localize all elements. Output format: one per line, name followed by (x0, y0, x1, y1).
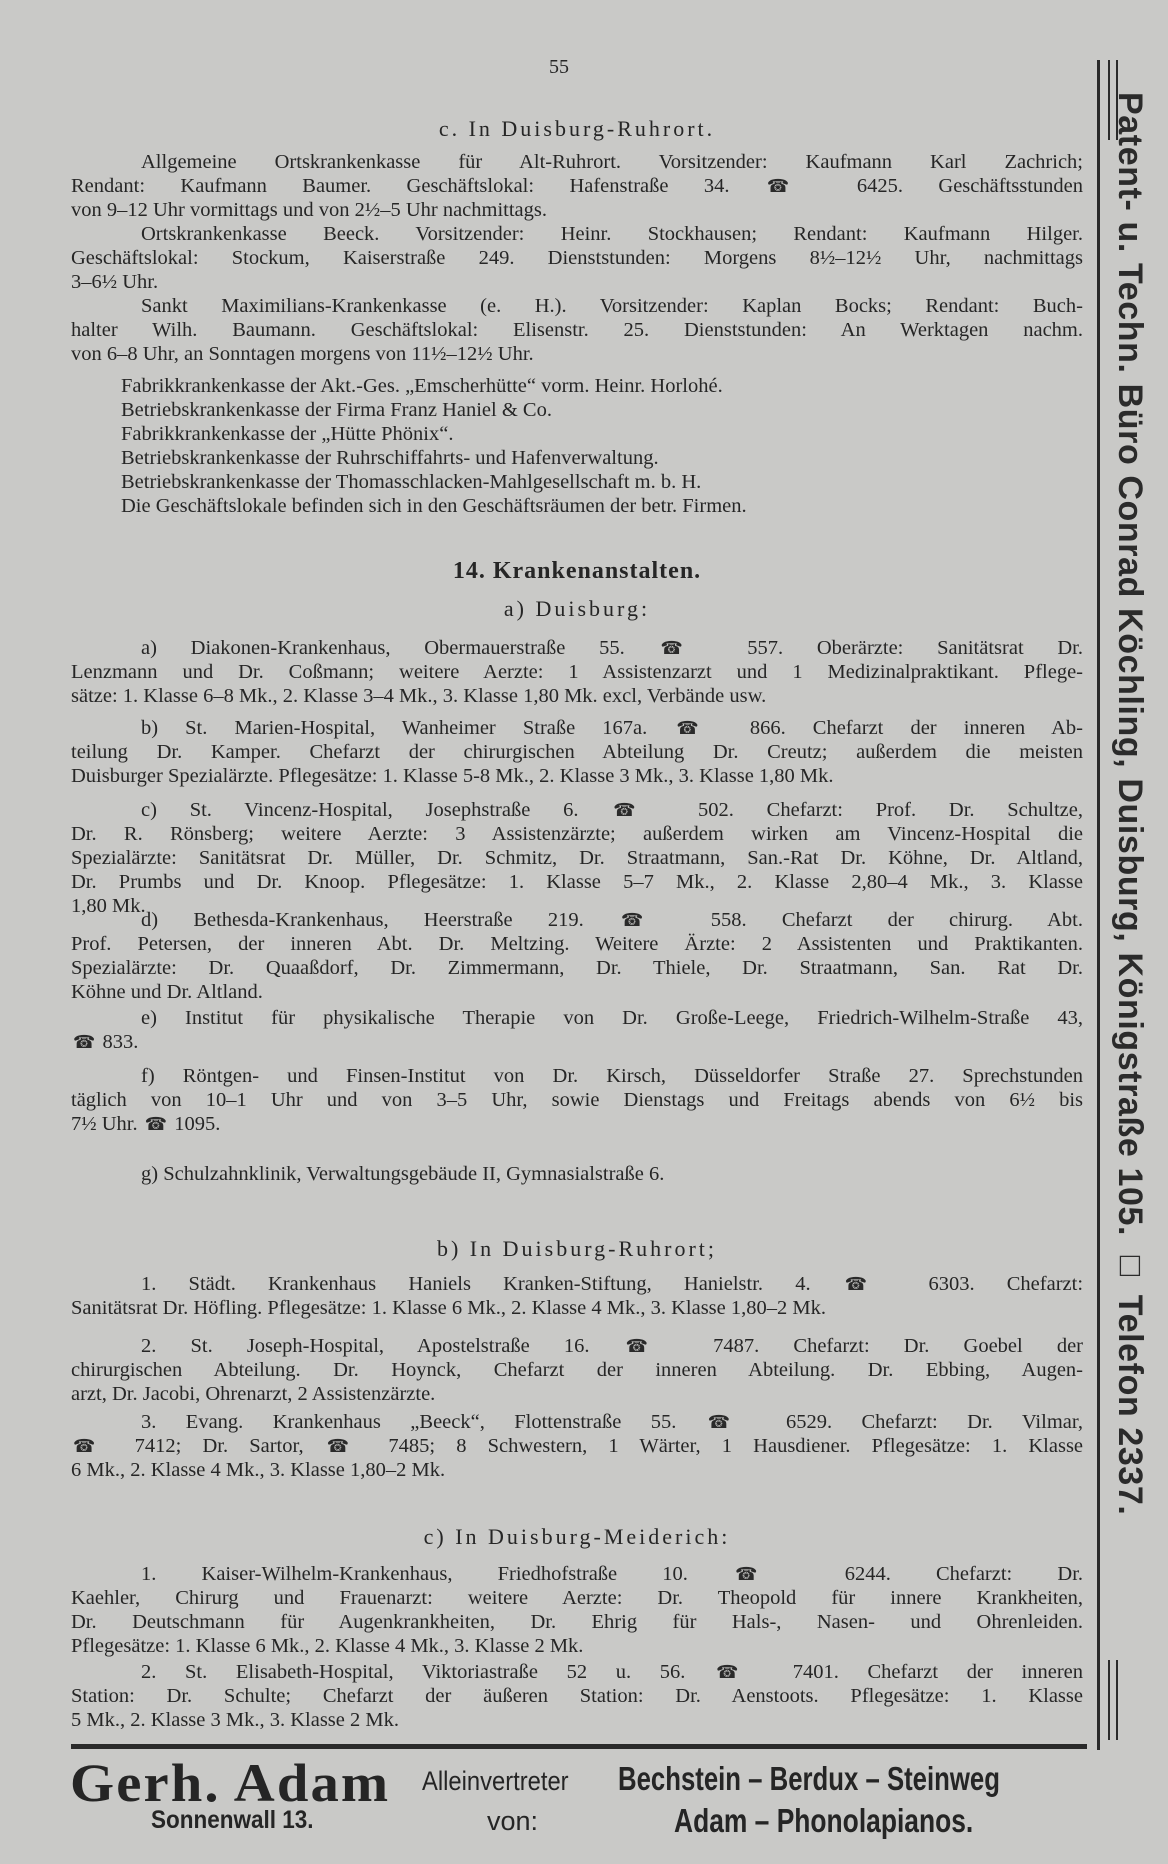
text-line: Allgemeine Ortskrankenkasse für Alt-Ruhrort. Vorsitzender: Kaufmann Karl Zachrich; (141, 151, 1083, 173)
paragraph (71, 798, 1083, 918)
sidebar-rule-bottom-1 (1108, 1660, 1110, 1740)
telephone-icon: ☎ (766, 176, 820, 197)
telephone-icon: ☎ (844, 1274, 895, 1295)
text-line: e) Institut für physikalische Therapie von Dr. Große-Leege, Friedrich-Wilhelm-Straße 43, (141, 1007, 1083, 1029)
text-line: a) Diakonen-Krankenhaus, Obermauerstraße 55. ☎ 557. Oberärzte: Sanitätsrat Dr. (141, 637, 1084, 659)
footer-ad-brands: Bechstein – Berdux – Steinweg (618, 1760, 1000, 1797)
text-line: Spezialärzte: Sanitätsrat Dr. Müller, Dr. Schmitz, Dr. Straatmann, San.-Rat Dr. Köhne, Dr. Altland, (71, 847, 1083, 869)
text-line: Sanitätsrat Dr. Höfling. Pflegesätze: 1. Klasse 6 Mk., 2. Klasse 4 Mk., 3. Klasse 1,80–2 Mk. (71, 1297, 826, 1319)
text-line: 3. Evang. Krankenhaus „Beeck“, Flottenstraße 55. ☎ 6529. Chefarzt: Dr. Vilmar, (141, 1411, 1083, 1433)
footer-ad-name: Gerh. Adam (70, 1753, 391, 1813)
section-title: 14. Krankenanstalten. (452, 558, 702, 584)
text-line: Dr. Deutschmann für Augenkrankheiten, Dr. Ehrig für Hals-, Nasen- und Ohrenleiden. (71, 1611, 1083, 1633)
telephone-icon: ☎ (73, 1032, 96, 1053)
telephone-icon: ☎ (144, 1114, 168, 1135)
text-line: arzt, Dr. Jacobi, Ohrenarzt, 2 Assistenzärzte. (71, 1383, 436, 1405)
text-line: 2. St. Joseph-Hospital, Apostelstraße 16. ☎ 7487. Chefarzt: Dr. Goebel der (141, 1335, 1084, 1357)
telephone-icon: ☎ (676, 718, 721, 739)
subsection-heading: c. In Duisburg-Ruhrort. (438, 116, 716, 141)
page-number: 55 (549, 56, 569, 78)
text-line: Köhne und Dr. Altland. (71, 981, 263, 1003)
telephone-icon: ☎ (613, 800, 664, 821)
text-line: täglich von 10–1 Uhr und von 3–5 Uhr, sowie Dienstags und Freitags abends von 6½ bis (71, 1089, 1083, 1111)
footer-ad-von: von: (487, 1806, 539, 1836)
paragraph (71, 222, 1083, 294)
text-line: 7½ Uhr. ☎ 1095. (71, 1113, 221, 1135)
text-line: ☎ 7412; Dr. Sartor, ☎ 7485; 8 Schwestern, 1 Wärter, 1 Hausdiener. Pflegesätze: 1. Klasse (73, 1435, 1084, 1457)
list-item: Die Geschäftslokale befinden sich in den Geschäftsräumen der betr. Firmen. (121, 495, 747, 517)
paragraph (71, 908, 1083, 1004)
text-line: d) Bethesda-Krankenhaus, Heerstraße 219. ☎ 558. Chefarzt der chirurg. Abt. (141, 909, 1083, 931)
text-line: Duisburger Spezialärzte. Pflegesätze: 1. Klasse 5-8 Mk., 2. Klasse 3 Mk., 3. Klasse 1,80 Mk. (71, 765, 834, 787)
paragraph (71, 294, 1083, 366)
text-line: Rendant: Kaufmann Baumer. Geschäftslokal: Hafenstraße 34. ☎ 6425. Geschäftsstunden (71, 175, 1083, 197)
text-line: 3–6½ Uhr. (71, 271, 159, 293)
text-line: 5 Mk., 2. Klasse 3 Mk., 3. Klasse 2 Mk. (71, 1709, 399, 1731)
text-line: von 6–8 Uhr, an Sonntagen morgens von 11½–12½ Uhr. (71, 343, 534, 365)
telephone-icon: ☎ (620, 910, 674, 931)
text-line: c) St. Vincenz-Hospital, Josephstraße 6. ☎ 502. Chefarzt: Prof. Dr. Schultze, (141, 799, 1083, 821)
sidebar-rule (1097, 60, 1100, 1750)
paragraph (71, 1562, 1083, 1658)
sidebar-advertisement: Patent- u. Techn. Büro Conrad Köchling, Duisburg, Königstraße 105. □ Telefon 2337. (1111, 92, 1149, 1516)
telephone-icon: ☎ (707, 1412, 755, 1433)
text-line: Lenzmann und Dr. Coßmann; weitere Aerzte: 1 Assistenzarzt und 1 Medizinalpraktikant. Pflege- (71, 661, 1083, 683)
paragraph (71, 1162, 1083, 1186)
text-line: g) Schulzahnklinik, Verwaltungsgebäude II, Gymnasialstraße 6. (141, 1163, 665, 1185)
paragraph (71, 1660, 1083, 1732)
paragraph (71, 1410, 1083, 1482)
telephone-icon: ☎ (660, 638, 712, 659)
text-line: Dr. Prumbs und Dr. Knoop. Pflegesätze: 1. Klasse 5–7 Mk., 2. Klasse 2,80–4 Mk., 3. Klasse (71, 871, 1083, 893)
sidebar-rule-bottom-2 (1116, 1660, 1118, 1740)
paragraph (71, 1334, 1083, 1406)
text-line: von 9–12 Uhr vormittags und von 2½–5 Uhr nachmittags. (71, 199, 548, 221)
text-line: Spezialärzte: Dr. Quaaßdorf, Dr. Zimmermann, Dr. Thiele, Dr. Straatmann, San. Rat Dr. (71, 957, 1083, 979)
paragraph (71, 1006, 1083, 1054)
text-line: Dr. R. Rönsberg; weitere Aerzte: 3 Assistenzärzte; außerdem wirken am Vincenz-Hospital die (71, 823, 1083, 845)
subsection-heading: a) Duisburg: (503, 596, 651, 621)
footer-divider (71, 1744, 1087, 1749)
text-line: 6 Mk., 2. Klasse 4 Mk., 3. Klasse 1,80–2 Mk. (71, 1459, 446, 1481)
text-line: 1. Städt. Krankenhaus Haniels Kranken-Stiftung, Hanielstr. 4. ☎ 6303. Chefarzt: (141, 1273, 1084, 1295)
text-line: Ortskrankenkasse Beeck. Vorsitzender: Heinr. Stockhausen; Rendant: Kaufmann Hilger. (141, 223, 1083, 245)
text-line: sätze: 1. Klasse 6–8 Mk., 2. Klasse 3–4 Mk., 3. Klasse 1,80 Mk. excl, Verbände usw. (71, 685, 767, 707)
paragraph (71, 1064, 1083, 1136)
telephone-icon: ☎ (735, 1564, 798, 1585)
text-line: Prof. Petersen, der inneren Abt. Dr. Meltzing. Weitere Ärzte: 2 Assistenten und Praktikanten. (71, 933, 1083, 955)
list-item: Betriebskrankenkasse der Thomasschlacken-Mahlgesellschaft m. b. H. (121, 471, 702, 493)
list-item: Fabrikkrankenkasse der Akt.-Ges. „Emscherhütte“ vorm. Heinr. Horlohé. (121, 375, 723, 397)
text-line: chirurgischen Abteilung. Dr. Hoynck, Chefarzt der inneren Abteilung. Dr. Ebbing, Augen- (71, 1359, 1083, 1381)
text-line: 1. Kaiser-Wilhelm-Krankenhaus, Friedhofstraße 10. ☎ 6244. Chefarzt: Dr. (141, 1563, 1084, 1585)
list-item: Betriebskrankenkasse der Ruhrschiffahrts- und Hafenverwaltung. (121, 447, 659, 469)
text-line: teilung Dr. Kamper. Chefarzt der chirurgischen Abteilung Dr. Creutz; außerdem die meisten (71, 741, 1083, 763)
footer-ad-role: Alleinvertreter (422, 1766, 569, 1796)
paragraph (71, 636, 1083, 708)
fund-list (71, 374, 1083, 518)
text-line: Station: Dr. Schulte; Chefarzt der äußeren Station: Dr. Aenstoots. Pflegesätze: 1. Klasse (71, 1685, 1083, 1707)
subsection-heading: b) In Duisburg-Ruhrort; (436, 1236, 718, 1261)
text-line: 2. St. Elisabeth-Hospital, Viktoriastraße 52 u. 56. ☎ 7401. Chefarzt der inneren (141, 1661, 1084, 1683)
list-item: Betriebskrankenkasse der Firma Franz Haniel & Co. (121, 399, 552, 421)
telephone-icon: ☎ (716, 1662, 763, 1683)
text-line: f) Röntgen- und Finsen-Institut von Dr. Kirsch, Düsseldorfer Straße 27. Sprechstunden (141, 1065, 1083, 1087)
text-line: Kaehler, Chirurg und Frauenarzt: weitere Aerzte: Dr. Theopold für innere Krankheiten, (71, 1587, 1083, 1609)
text-line: Geschäftslokal: Stockum, Kaiserstraße 249. Dienststunden: Morgens 8½–12½ Uhr, nachmittags (71, 247, 1083, 269)
footer-ad-address: Sonnenwall 13. (151, 1806, 314, 1834)
paragraph (71, 150, 1083, 222)
telephone-icon: ☎ (73, 1436, 112, 1457)
list-item: Fabrikkrankenkasse der „Hütte Phönix“. (121, 423, 454, 445)
telephone-icon: ☎ (625, 1336, 678, 1357)
text-line: ☎ 833. (73, 1031, 139, 1053)
paragraph (71, 716, 1083, 788)
subsection-heading: c) In Duisburg-Meiderich: (423, 1524, 731, 1549)
text-line: b) St. Marien-Hospital, Wanheimer Straße 167a. ☎ 866. Chefarzt der inneren Ab- (141, 717, 1083, 739)
footer-ad-pianos: Adam – Phonolapianos. (674, 1802, 974, 1839)
text-line: 1,80 Mk. (71, 895, 146, 917)
paragraph (71, 1272, 1083, 1320)
text-line: Sankt Maximilians-Krankenkasse (e. H.). Vorsitzender: Kaplan Bocks; Rendant: Buch- (141, 295, 1083, 317)
text-line: halter Wilh. Baumann. Geschäftslokal: Elisenstr. 25. Dienststunden: An Werktagen nachm. (71, 319, 1083, 341)
text-line: Pflegesätze: 1. Klasse 6 Mk., 2. Klasse 4 Mk., 3. Klasse 2 Mk. (71, 1635, 584, 1657)
telephone-icon: ☎ (326, 1436, 366, 1457)
